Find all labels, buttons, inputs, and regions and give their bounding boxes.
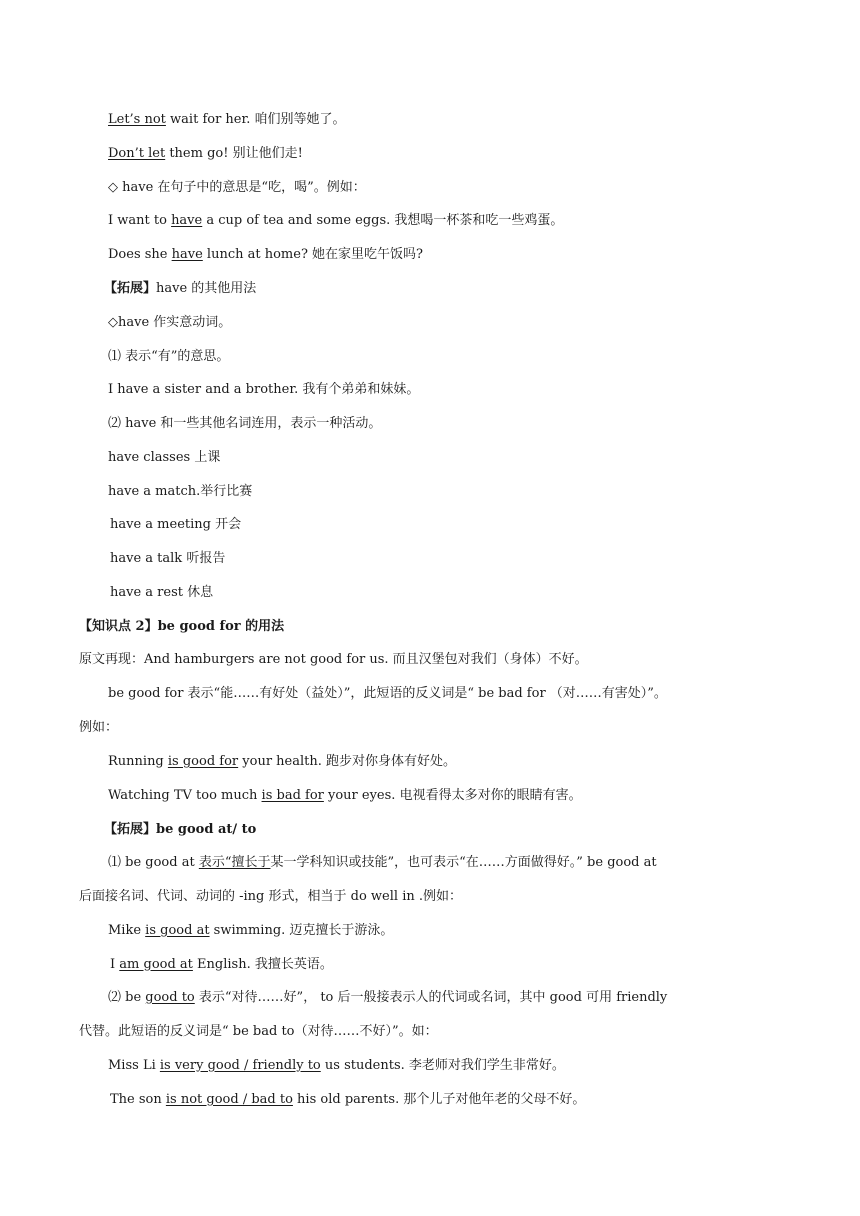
sentence-text: a cup of tea and some eggs. 我想喝一杯茶和吃一些鸡蛋。 (202, 213, 564, 228)
sentence-text: Running (108, 754, 168, 769)
underlined-phrase: is not good / bad to (165, 1092, 293, 1107)
underlined-phrase: is good for (167, 754, 239, 769)
phrase-have-match (108, 483, 252, 501)
heading-text: 【知识点 2】be good for 的用法 (79, 619, 285, 634)
example-sister-brother (108, 381, 419, 399)
example-watching-tv (108, 787, 582, 805)
sentence-text: I (110, 957, 120, 972)
example-lets-not (108, 111, 346, 129)
note-text: 某一学科知识或技能”，也可表示“在……方面做得好。” be good at (270, 855, 657, 870)
underlined-phrase: have (171, 213, 203, 228)
point-1-good-at (108, 854, 657, 872)
knowledge-point-2-heading (79, 618, 284, 636)
extension-label: 【拓展】 (104, 281, 157, 296)
original-text-reproduction (79, 651, 588, 669)
underlined-phrase: Don’t let (108, 146, 166, 161)
underlined-phrase: is very good / friendly to (159, 1058, 321, 1073)
example-running (108, 753, 456, 771)
underlined-phrase: is bad for (261, 788, 324, 803)
underlined-phrase: am good at (119, 957, 193, 972)
example-mike-swimming (108, 922, 393, 940)
note-text: ◇ have 在句子中的意思是“吃，喝”。例如： (108, 180, 366, 195)
underlined-phrase: 表示“擅长于 (198, 855, 271, 870)
phrase-have-talk (110, 550, 225, 568)
sentence-text: wait for her. 咱们别等她了。 (165, 112, 346, 127)
extension-label: 【拓展】 (104, 822, 157, 837)
example-have-lunch (108, 246, 423, 264)
example-want-to-have (108, 212, 563, 230)
sentence-text: I have a sister and a brother. 我有个弟弟和妹妹。 (108, 382, 420, 397)
phrase-text: have a meeting 开会 (110, 517, 242, 532)
sentence-text: Watching TV too much (108, 788, 262, 803)
sentence-text: them go! 别让他们走! (165, 146, 303, 161)
underlined-phrase: have (171, 247, 203, 262)
extension-heading-good-at-to (104, 821, 256, 839)
sentence-text: Mike (108, 923, 146, 938)
sentence-text: 原文再现：And hamburgers are not good for us. 而且汉堡包对我们（身体）不好。 (79, 652, 588, 667)
sentence-text: us students. 李老师对我们学生非常好。 (320, 1058, 565, 1073)
phrase-text: have classes 上课 (108, 450, 221, 465)
phrase-have-meeting (110, 516, 241, 534)
sentence-text: lunch at home? 她在家里吃午饭吗? (202, 247, 424, 262)
example-good-at-english (110, 956, 333, 974)
for-example-label (79, 719, 118, 737)
have-meaning-note (108, 179, 366, 197)
point-1-have-meaning (108, 348, 229, 366)
note-text: 例如： (79, 720, 119, 735)
sentence-text: I want to (108, 213, 172, 228)
example-dont-let (108, 145, 303, 163)
example-miss-li (108, 1057, 565, 1075)
have-verb-note (108, 314, 231, 332)
note-text: ◇have 作实意动词。 (108, 315, 232, 330)
underlined-phrase: is good at (145, 923, 210, 938)
sentence-text: your eyes. 电视看得太多对你的眼睛有害。 (323, 788, 582, 803)
sentence-text: Miss Li (108, 1058, 160, 1073)
note-text: ⑴ 表示“有”的意思。 (108, 349, 230, 364)
point-2-have-activity (108, 415, 381, 433)
phrase-have-rest (110, 584, 213, 602)
note-text: 后面接名词、代词、动词的 -ing 形式，相当于 do well in .例如： (79, 889, 462, 904)
sentence-text: swimming. 迈克擅长于游泳。 (209, 923, 394, 938)
phrase-have-classes (108, 449, 220, 467)
sentence-text: your health. 跑步对你身体有好处。 (238, 754, 456, 769)
phrase-text: have a match.举行比赛 (108, 484, 253, 499)
be-good-for-explanation (108, 685, 667, 703)
good-at-continuation (79, 888, 462, 906)
note-text: be good for 表示“能……有好处（益处）”，此短语的反义词是“ be bad for （对……有害处）”。 (108, 686, 667, 701)
note-text: ⑴ be good at (108, 855, 199, 870)
sentence-text: Does she (108, 247, 172, 262)
heading-text: have 的其他用法 (156, 281, 257, 296)
good-to-continuation (79, 1023, 438, 1041)
example-the-son (110, 1091, 585, 1109)
extension-heading-have (104, 280, 256, 298)
note-text: ⑵ be (108, 990, 146, 1005)
sentence-text: his old parents. 那个儿子对他年老的父母不好。 (292, 1092, 586, 1107)
underlined-phrase: Let’s not (108, 112, 166, 127)
point-2-good-to (108, 989, 667, 1007)
sentence-text: The son (110, 1092, 166, 1107)
note-text: 表示“对待……好”， to 后一般接表示人的代词或名词，其中 good 可用 friendly (194, 990, 668, 1005)
note-text: 代替。此短语的反义词是“ be bad to（对待……不好）”。如： (79, 1024, 438, 1039)
sentence-text: English. 我擅长英语。 (192, 957, 333, 972)
underlined-phrase: good to (145, 990, 195, 1005)
note-text: ⑵ have 和一些其他名词连用，表示一种活动。 (108, 416, 382, 431)
phrase-text: have a talk 听报告 (110, 551, 226, 566)
heading-text: be good at/ to (156, 822, 257, 837)
phrase-text: have a rest 休息 (110, 585, 214, 600)
